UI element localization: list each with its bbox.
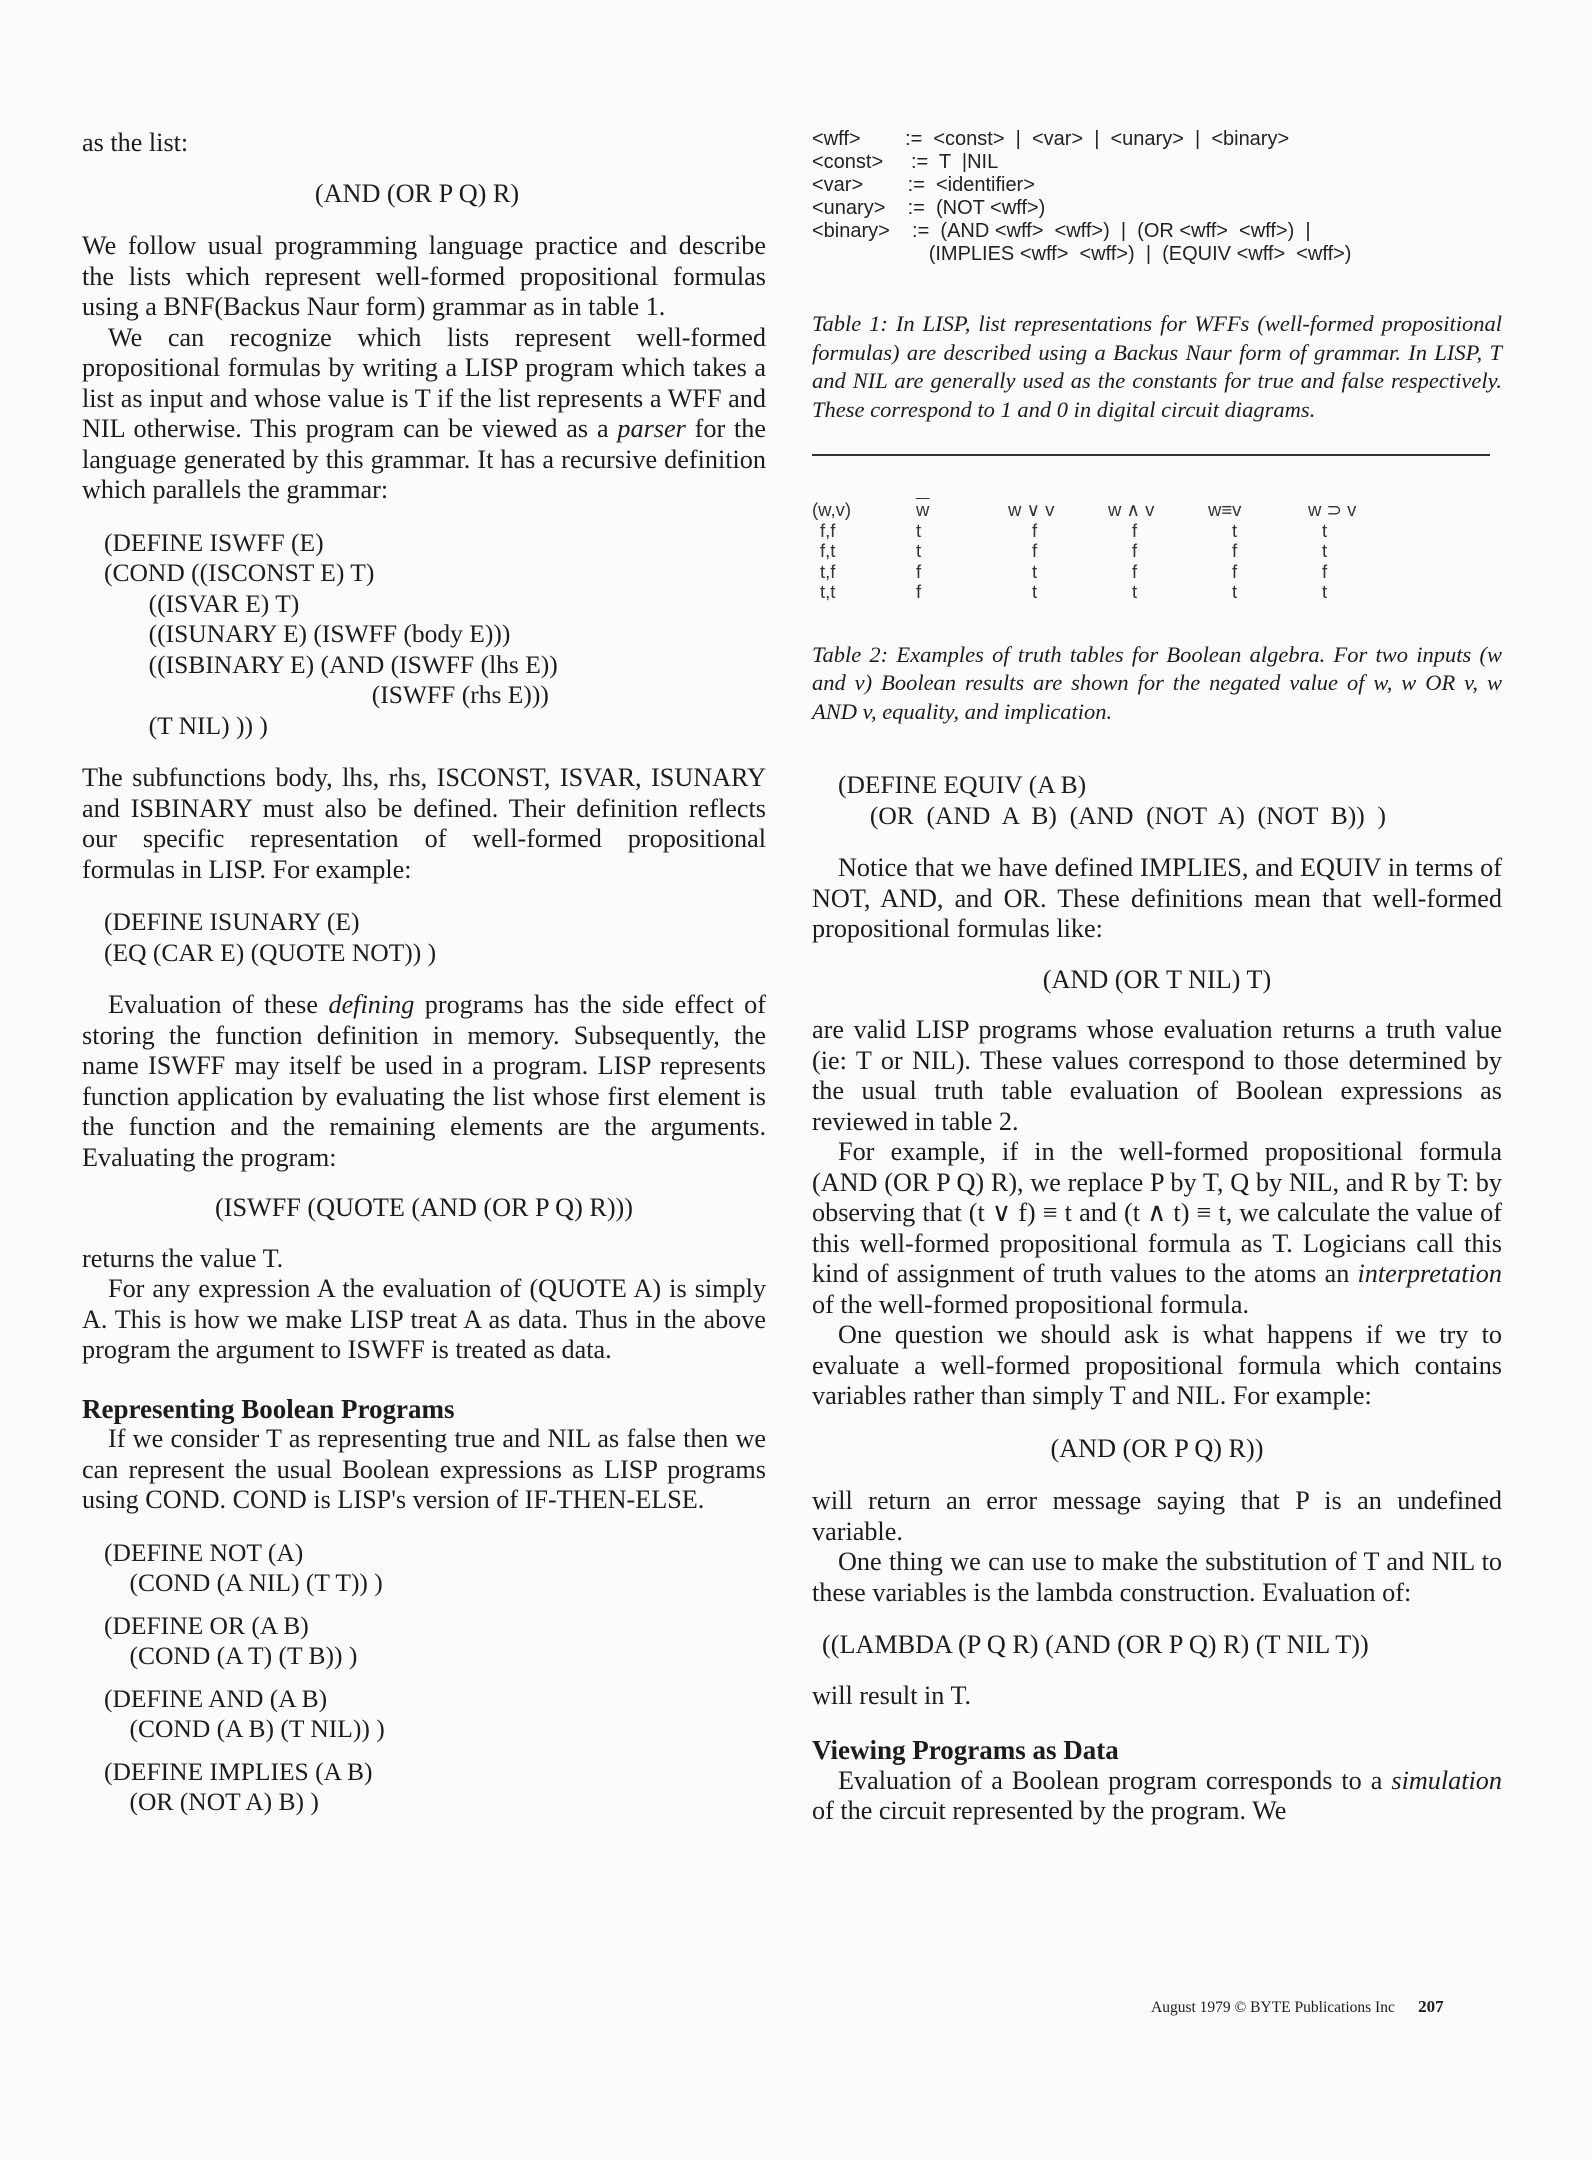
table-cell: t,t [820,581,836,602]
code-line: (AND (OR T NIL) T) [1042,964,1272,994]
header-cell: w ⊃ v [1308,499,1357,520]
header-cell: w ∧ v [1108,499,1155,520]
right-column [812,128,1502,1827]
paragraph: as the list: [82,128,189,157]
table-cell: f [1132,540,1138,561]
table-cell: f [1232,540,1238,561]
bnf-grammar-table: <wff> := <const> | <var> | <unary> | <binary> <const> := T |NIL <var> := <identifier> <unary> := (NOT <wff>) <binary> := (AND <wff> <wff>) | (OR <wff> <wff>) | (IMPLIES <wff> <wff>) | (EQUIV <wff> <wff>) [812,128,1352,265]
paragraph: are valid LISP programs whose evaluation returns a truth value (ie: T or NIL). These values correspond to those determined by the usual truth table evaluation of Boolean expressions as reviewed in table 2. [812,1015,1502,1136]
table-cell: f [1232,560,1238,582]
table-cell: t [1032,581,1038,602]
paragraph: Evaluation of a Boolean program corresponds to a simulation of the circuit represented by the program. We [812,1765,1502,1825]
code-block-isunary: (DEFINE ISUNARY (E) (EQ (CAR E) (QUOTE NOT)) ) [104,907,437,967]
paragraph: We follow usual programming language practice and describe the lists which represent well-formed propositional formulas using a BNF(Backus Naur form) grammar as in table 1. [82,231,766,321]
section-heading: Representing Boolean Programs [82,1393,455,1424]
table-cell: t [1132,581,1138,602]
table-cell: f [1032,540,1038,561]
table-row [812,521,1356,542]
code-block-and: (DEFINE AND (A B) (COND (A B) (T NIL)) ) [104,1683,385,1743]
code-line: (AND (OR P Q) R) [314,178,520,208]
table-cell: t [1032,560,1038,582]
table-cell: f [916,581,922,602]
table-cell: t [1322,519,1328,541]
code-block-iswff: (DEFINE ISWFF (E) (COND ((ISCONST E) T) ((ISVAR E) T) ((ISUNARY E) (ISWFF (body E))) ((ISBINARY E) (AND (ISWFF (lhs E)) (ISWFF (rhs E))) (T NIL) )) ) [104,527,558,740]
paragraph: The subfunctions body, lhs, rhs, ISCONST, ISVAR, ISUNARY and ISBINARY must also be defined. Their definition reflects our specific representation of well-formed propositional formulas in LISP. For example: [82,763,766,884]
divider [812,454,1490,456]
code-block-equiv: (DEFINE EQUIV (A B) (OR (AND A B) (AND (NOT A) (NOT B)) ) [838,770,1386,830]
footer-credit: August 1979 © BYTE Publications Inc [1151,1999,1395,2016]
paragraph: We can recognize which lists represent well-formed propositional formulas by writing a LISP program which takes a list as input and whose value is T if the list represents a WFF and NIL otherwise. This program can be viewed as a parser for the language generated by this grammar. It has a recursive definition which parallels the grammar: [82,322,767,504]
table-cell: f [916,560,922,582]
header-cell: $\overline{w}$ [916,499,930,520]
paragraph: will result in T. [812,1680,972,1710]
table-2-caption: Table 2: Examples of truth tables for Boolean algebra. For two inputs (w and v) Boolean results are shown for the negated value of w, w OR v, w AND v, equality, and implication. [812,641,1502,724]
left-column [82,128,766,1818]
code-line: ((LAMBDA (P Q R) (AND (OR P Q) R) (T NIL T)) [822,1630,1369,1659]
table-row [812,582,1356,603]
truth-table [812,500,1356,603]
code-block-implies: (DEFINE IMPLIES (A B) (OR (NOT A) B) ) [104,1756,373,1816]
table-cell: t [1322,581,1328,602]
table-cell: f [1132,560,1138,582]
paragraph: For example, if in the well-formed propositional formula (AND (OR P Q) R), we replace P by T, Q by NIL, and R by T: by observing that (t ∨ f) ≡ t and (t ∧ t) ≡ t, we calculate the value of this well-formed propositional formula as T. Logicians call this kind of assignment of truth values to the atoms an interpretation of the well-formed propositional formula. [812,1137,1502,1319]
page-footer [1151,1997,1444,2017]
table-cell: f,t [820,540,836,561]
table-1-caption: Table 1: In LISP, list representations for WFFs (well-formed propositional formulas) are described using a Backus Naur form of grammar. In LISP, T and NIL are generally used as the constants for true and false respectively. These correspond to 1 and 0 in digital circuit diagrams. [812,311,1502,422]
table-row [812,562,1356,583]
truth-table-header [812,500,1356,521]
header-cell: w ∨ v [1008,499,1055,520]
code-block-or: (DEFINE OR (A B) (COND (A T) (T B)) ) [104,1610,358,1670]
paragraph: One thing we can use to make the substitution of T and NIL to these variables is the lambda construction. Evaluation of: [812,1547,1502,1607]
header-cell: w≡v [1208,499,1242,520]
page-number: 207 [1418,1997,1444,2016]
paragraph: For any expression A the evaluation of (QUOTE A) is simply A. This is how we make LISP treat A as data. Thus in the above program the argument to ISWFF is treated as data. [82,1274,766,1364]
table-row [812,541,1356,562]
header-cell: (w,v) [812,499,852,520]
paragraph: If we consider T as representing true and NIL as false then we can represent the usual Boolean expressions as LISP programs using COND. COND is LISP's version of IF-THEN-ELSE. [82,1424,766,1514]
paragraph: One question we should ask is what happens if we try to evaluate a well-formed propositional formula which contains variables rather than simply T and NIL. For example: [812,1320,1502,1410]
table-cell: t [916,519,922,541]
table-cell: t [916,540,922,561]
table-cell: f [1132,519,1138,541]
table-cell: t [1232,581,1238,602]
code-block-not: (DEFINE NOT (A) (COND (A NIL) (T T)) ) [104,1537,383,1597]
paragraph: Evaluation of these defining programs has the side effect of storing the function definition in memory. Subsequently, the name ISWFF may itself be used in a program. LISP represents function application by evaluating the list whose first element is the function and the remaining elements are the arguments. Evaluating the program: [82,990,766,1172]
table-cell: t [1322,540,1328,561]
table-cell: t,f [820,560,836,582]
code-line: (AND (OR P Q) R)) [1050,1433,1264,1463]
table-cell: t [1232,519,1238,541]
section-heading: Viewing Programs as Data [812,1735,1119,1765]
paragraph: returns the value T. [82,1243,284,1273]
table-cell: f,f [820,519,836,541]
paragraph: Notice that we have defined IMPLIES, and EQUIV in terms of NOT, AND, and OR. These definitions mean that well-formed propositional formulas like: [812,853,1502,943]
table-cell: f [1322,560,1328,582]
table-cell: f [1032,519,1038,541]
paragraph: will return an error message saying that P is an undefined variable. [812,1486,1502,1546]
code-line: (ISWFF (QUOTE (AND (OR P Q) R))) [215,1193,633,1222]
